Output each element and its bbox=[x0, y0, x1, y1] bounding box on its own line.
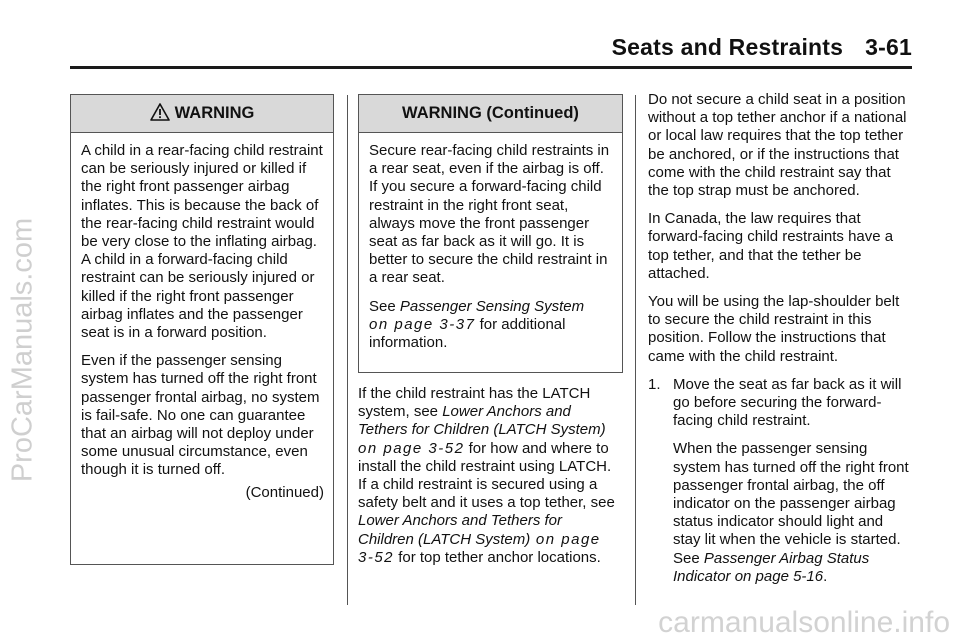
column-divider-1 bbox=[347, 95, 348, 605]
warning-paragraph-1: A child in a rear-facing child restraint can be seriously injured or killed if the right front passenger airbag inflates. This is because the back of the rear-facing child restraint would be very close to the inflating airbag. A child in a forward-facing child restraint can be seriously injured or killed if the right front passenger airbag inflates and the passenger seat is in a forward position. bbox=[81, 142, 323, 342]
lap-shoulder-paragraph: You will be using the lap-shoulder belt to secure the child restraint in this position. Follow the instructions that came with the child restraint. bbox=[648, 293, 900, 365]
section-title: Seats and Restraints bbox=[611, 34, 844, 60]
column-divider-2 bbox=[635, 95, 636, 605]
continued-label: (Continued) bbox=[245, 483, 324, 501]
header-rule bbox=[70, 66, 912, 69]
step-note-end: . bbox=[823, 567, 828, 585]
warning-triangle-icon bbox=[150, 98, 170, 135]
latch-text-b: for how and where to install the child restraint using LATCH. If a child restraint is secured using a safety belt and it uses a top tether, see bbox=[358, 439, 615, 512]
page-number: 3-61 bbox=[865, 34, 912, 60]
step-1 bbox=[648, 376, 912, 431]
warning-box-header bbox=[71, 95, 333, 133]
step-number: 1. bbox=[648, 375, 661, 393]
warning-continued-title: WARNING (Continued) bbox=[402, 104, 579, 122]
latch-link-1[interactable]: Lower Anchors and Tethers for Children (LATCH System) bbox=[358, 403, 606, 439]
passenger-sensing-link[interactable]: Passenger Sensing System bbox=[399, 297, 585, 315]
bottom-watermark: carmanualsonline.info bbox=[658, 606, 950, 639]
side-watermark-text: ProCarManuals.com bbox=[6, 217, 39, 483]
warning-box bbox=[70, 94, 334, 565]
warning-paragraph-2: Even if the passenger sensing system has turned off the right front passenger frontal airbag, no system is fail-safe. No one can guarantee that an airbag will not deploy under some unusual circumstance, even though it is turned off. bbox=[81, 352, 320, 479]
airbag-status-link[interactable]: Passenger Airbag Status Indicator on page 5-16 bbox=[673, 549, 870, 585]
latch-text bbox=[358, 385, 620, 577]
see-also-paragraph bbox=[369, 298, 613, 353]
latch-text-c: for top tether anchor locations. bbox=[394, 548, 601, 566]
step-note-text: When the passenger sensing system has turned off the right front passenger frontal airbag, the off indicator on the passenger airbag status indicator should light and stay lit when the vehicle is started. See bbox=[673, 440, 909, 567]
side-watermark bbox=[6, 90, 40, 610]
latch-page-ref-1[interactable]: on page 3-52 bbox=[358, 439, 465, 457]
section-header bbox=[612, 34, 912, 61]
see-prefix: See bbox=[369, 297, 400, 315]
canada-paragraph: In Canada, the law requires that forward-facing child restraints have a top tether, and that the tether be attached. bbox=[648, 210, 894, 282]
column-3 bbox=[648, 91, 912, 596]
top-tether-paragraph: Do not secure a child seat in a position without a top tether anchor if a national or local law requires that the top tether be anchored, or if the instructions that come with the child restraint say that the top strap must be anchored. bbox=[648, 91, 907, 200]
latch-page-ref-2[interactable]: on page 3-52 bbox=[358, 530, 601, 566]
step-1-note bbox=[648, 440, 912, 586]
warning-continued-header bbox=[359, 95, 622, 133]
see-suffix: for additional information. bbox=[369, 315, 566, 352]
passenger-sensing-page-ref[interactable]: on page 3-37 bbox=[369, 315, 476, 333]
latch-text-a: If the child restraint has the LATCH system, see bbox=[358, 385, 591, 421]
warning-continued-paragraph: Secure rear-facing child restraints in a rear seat, even if the airbag is off. If you secure a forward-facing child restraint in the right front seat, always move the front passenger seat as far back as it will go. It is better to secure the child restraint in a rear seat. bbox=[369, 142, 610, 287]
step-text: Move the seat as far back as it will go before securing the forward-facing child restraint. bbox=[673, 375, 902, 430]
latch-paragraph bbox=[358, 385, 620, 567]
warning-continued-box bbox=[358, 94, 623, 373]
warning-title: WARNING bbox=[174, 104, 255, 122]
latch-link-2[interactable]: Lower Anchors and Tethers for Children (LATCH System) bbox=[358, 512, 563, 548]
